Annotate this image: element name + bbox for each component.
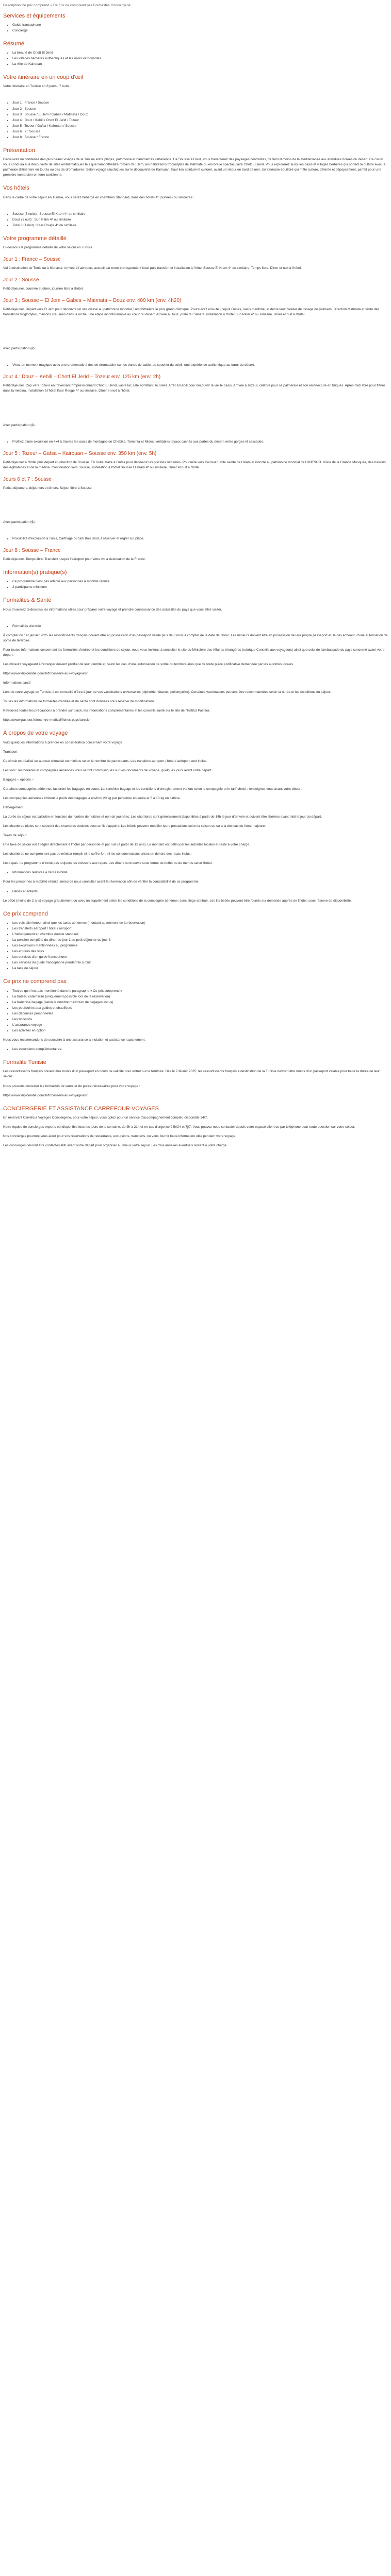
list-item: • Vivez un moment magique avec une promenade à dos de dromadaire sur les dunes de sable, au coucher du soleil, une expérience authentique au cœur du désert. [12,363,388,368]
formalites-p5: Lors de votre voyage en Tunisie, il est conseillé d'être à jour de vos vaccinations universelles (diphtérie, tétanos, poliomyélite). Certaines vaccinations peuvent être recommandées selon la durée et les conditions du séjour. [3,690,331,694]
formalites-intro: Nous trouverez ci-dessous les informations utiles pour préparer votre voyage et prendre connaissance des actualités du pays que vous allez visiter. [3,607,222,612]
noninclus-title: Ce prix ne comprend pas [3,978,67,985]
apropos-p9: Les repas : le programme n'inclut pas toujours les boissons aux repas. Les dîners sont servis sous forme de buffet ou de menus selon l'hôtel. [3,861,213,866]
optionA-title: Avec participation (€) : [3,347,37,351]
hotels-intro: Dans le cadre de votre séjour en Tunisie, vous serez hébergé en chambres Standard, dans des hôtels 4* (nuitées) ou similaires : [3,195,194,199]
optionC-title: Avec participation (€) : [3,520,37,524]
list-item: • Tout ce qui n'est pas mentionné dans le paragraphe « Ce prix comprend » [12,989,388,994]
optionB-list [3,439,388,445]
formalites-p4: Informations santé [3,681,31,685]
day5-text: Petit-déjeuner à l'hôtel puis départ en direction de Sousse. En route, halte à Gafsa pour découvrir les piscines romaines. Poursuite vers Kairouan, ville sainte de l'islam et inscrite au patrimoine mondial de l'UNESCO. Visite de la Grande Mosquée, des bassins des Aghlabides et de la médina. Continuation vers Sousse, installation à l'hôtel Sousse El Kram 4* ou similaire. Dîner et nuit à l'hôtel. [3,460,386,469]
apropos-p6: Les chambres triples sont souvent des chambres doubles avec un lit d'appoint. Les hôtels peuvent modifier leurs prestations selon la saison ou suite à des cas de force majeure. [3,824,266,828]
formalites-list [3,624,388,629]
apropos-p5: La durée du séjour est calculée en fonction du nombre de nuitées et non de journées. Les chambres sont généralement disponibles à partir de 14h le jour d'arrivée et doivent être libérées avant midi le jour du départ. [3,815,322,819]
list-item: • Informations relatives à l'accessibilité [12,870,388,875]
apropos-hebergement: Hébergement [3,805,24,809]
apropos-taxes: Taxes de séjour [3,834,27,838]
formalite-tunisie-text2: Nous pouvons consulter les formalités de santé et de police nécessaires pour votre voyage : [3,1084,140,1088]
list-item: • La pension complète du dîner du jour 1 au petit-déjeuner du jour 8 [12,938,388,943]
inclus-list [3,921,388,972]
intro-text: Description Ce prix comprend « Ce prix ne comprend pas Formalités Conciergerie [3,4,131,7]
apropos-p8: Les chambres ne comprennent pas de minibar rempli, ni le coffre-fort, ni les consommations prises en dehors des repas inclus. [3,852,192,856]
noninclus-list-2 [3,1047,388,1052]
list-item: • Profitez d'une excursion en 4x4 à travers les oasis de montagne de Chebika, Tamerza et Mides, véritables joyaux cachés aux portes du désert, entre gorges et cascades. [12,439,388,445]
conciergerie-p2: Notre équipe de concierges experts est disponible tous les jours de la semaine, de 9h à 21h et en cas d'urgence 24h/24 et 7j/7. Vous pouvez nous contacter depuis votre espace client ou par téléphone pour toute question sur votre séjour. [3,1125,355,1129]
day3-title: Jour 3 : Sousse – El Jem – Gabes – Matmata – Douz env. 400 km (env. 4h20) [3,298,182,304]
list-item: • Les dépenses personnelles [12,1011,388,1016]
list-item: • Les activités en option [12,1028,388,1033]
apropos-bagages: Bagages – options – [3,777,34,782]
list-item: • Ce programme n'est pas adapté aux personnes à mobilité réduite [12,579,388,584]
inclus-title: Ce prix comprend [3,910,48,917]
presentation-title: Présentation [3,147,35,154]
day4-title: Jour 4 : Douz – Kebili – Chott El Jerid – Tozeur env. 125 km (env. 2h) [3,374,161,380]
formalites-p2: Pour toutes informations concernant les formalités d'entrée et les conditions de séjour, nous vous invitons à consulter le site du Ministère des Affaires étrangères (rubrique Conseils aux voyageurs) ainsi que celui de l'ambassade du pays concerné avant votre départ. [3,648,385,657]
list-item: • Concierge [12,28,388,33]
list-item: • Les pourboires aux guides et chauffeurs [12,1006,388,1011]
day2-text: Petit-déjeuner. Journée et dîner, journée libre à l'hôtel. [3,287,84,291]
formalite-tunisie-title: Formalité Tunisie [3,1059,46,1066]
list-item: • Possibilité d'excursion à Tunis, Carthage ou Sidi Bou Saïd, à réserver et régler sur place. [12,536,388,541]
optionB-title: Avec participation (€) : [3,423,37,427]
list-item: • Le bateau catamaran (uniquement possible lors de la réservation) [12,994,388,999]
formalites-p1: À compter du 1er janvier 2025 les ressortissants français doivent être en possession d'un passeport valide plus de 6 mois à compter de la date de retour. Les mineurs doivent être en possession de leur propre passeport et, le cas échéant, d'une autorisation de sortie de territoire. [3,633,388,642]
formalites-p3: Les mineurs voyageant à l'étranger doivent justifier de leur identité et, selon les cas, d'une autorisation de sortie du territoire ainsi que de toute pièce justificative demandée par les autorités locales. [3,662,294,666]
apropos-intro: Voici quelques informations à prendre en considération concernant votre voyage. [3,740,124,744]
apropos-title: À propos de votre voyage [3,730,68,737]
noninclus-list [3,989,388,1034]
list-item: • Les excursions complémentaires. [12,1047,388,1052]
list-item: • Guide francophone [12,23,388,28]
conciergerie-title: CONCIERGERIE ET ASSISTANCE CARREFOUR VOYAGES [3,1105,159,1112]
program-title: Votre programme détaillé [3,235,67,242]
formalites-p7: Retrouvez toutes les précautions à prendre sur place, les informations complémentaires et les conseils santé sur le site de l'Institut Pasteur. [3,709,210,713]
day6-text: Petits-déjeuners, déjeuners et dîners. Séjour libre à Sousse. [3,486,93,490]
list-item: • Jour 5 : Tozeur / Gafsa / Kairouan / Sousse [12,124,388,129]
info-title: Information(s) pratique(s) [3,569,67,576]
services-list [3,23,388,33]
list-item: • La taxe de séjour [12,966,388,971]
list-item: • Les boissons [12,1017,388,1022]
list-item: • La franchise bagage (selon le nombre maximum de bagages inclus) [12,1000,388,1005]
conciergerie-p3: Nos concierges pourront vous aider pour vos réservations de restaurants, excursions, transferts, ou vous fournir toute information utile pendant votre voyage. [3,1134,236,1138]
hotels-title: Vos hôtels [3,185,29,192]
list-item: • Bébés et enfants [12,889,388,894]
itinerary-list [3,100,388,140]
day8-text: Petit-déjeuner. Temps libre. Transfert jusqu'à l'aéroport pour votre vol à destination de la France. [3,557,146,561]
list-item: • Jour 4 : Douz / Kebili / Chott El Jerid / Tozeur [12,118,388,123]
itinerary-title: Votre itinéraire en un coup d'œil [3,74,83,81]
optionA-list [3,363,388,368]
formalite-tunisie-link[interactable]: https://www.diplomatie.gouv.fr/fr/conseils-aux-voyageurs/ [3,1093,88,1097]
apropos-list-1 [3,870,388,875]
apropos-p7: Une taxe de séjour est à régler directement à l'hôtel par personne et par nuit (à partir de 12 ans). Le montant est défini par les autorités locales et reste à votre charge. [3,843,250,847]
list-item: • Jour 8 : Sousse / France [12,135,388,140]
apropos-list-2 [3,889,388,894]
day5-title: Jour 5 : Tozeur – Gafsa – Kairouan – Sousse env. 350 km (env. 5h) [3,450,157,456]
list-item: • Les entrées des sites [12,949,388,954]
services-title: Services et équipements [3,12,66,19]
list-item: • L'assurance voyage [12,1023,388,1028]
list-item: • Formalités d'entrée [12,624,388,629]
list-item: • Jour 2 : Sousse [12,107,388,112]
apropos-p2: Les vols : les horaires et compagnies aériennes vous seront communiqués sur vos documents de voyage, quelques jours avant votre départ. [3,768,213,772]
formalites-title: Formalités & Santé [3,597,52,604]
list-item: • Les services d'un guide francophone [12,955,388,960]
optionC-list [3,536,388,541]
list-item: • Les villages berbères authentiques et les oasis verdoyantes [12,56,388,61]
list-item: • Jour 3 : Sousse / El Jem / Gabes / Matmata / Douz [12,112,388,117]
formalite-tunisie-text: Les ressortissants français doivent être munis d'un passeport en cours de validité pour entrer sur le territoire. Dès le 7 février 2025, les ressortissants français à destination de la Tunisie devront être munis d'un passeport valable pour toute la durée de leur séjour. [3,1070,380,1079]
list-item: • Les vols aller/retour, ainsi que les taxes aériennes (montant au moment de la réservation) [12,921,388,926]
conciergerie-p4: Les concierges devront être contactés 48h avant votre départ pour organiser au mieux votre séjour. Les frais annexes éventuels restent à votre charge. [3,1144,228,1148]
day4-text: Petit-déjeuner. Cap vers Tozeur en traversant l'impressionnant Chott El Jerid, vaste lac salé scintillant au soleil. Arrêt à Kebili pour découvrir la vieille oasis. Arrivée à Tozeur, célèbre pour sa palmeraie et son architecture en briques. Après-midi libre pour flâner dans la médina. Installation à l'hôtel Ksar Rouge 4* ou similaire. Dîner et nuit à l'hôtel. [3,384,385,393]
resume-list [3,50,388,67]
apropos-p3: Certaines compagnies aériennes facturent les bagages en soute. La franchise bagage et les conditions d'enregistrement varient selon la compagnie et le tarif choisi ; renseignez-vous avant votre départ. [3,787,303,791]
apropos-transport: Transport [3,750,18,754]
day1-title: Jour 1 : France – Sousse [3,257,61,263]
apropos-p10: Pour les personnes à mobilité réduite, merci de nous consulter avant la réservation afin de vérifier la compatibilité de ce programme. [3,880,200,884]
resume-title: Résumé [3,40,24,47]
info-list [3,579,388,590]
list-item: • Les excursions mentionnées au programme [12,943,388,948]
hotels-list [3,212,388,228]
apropos-p1: Ce circuit est réalisé en autocar climatisé ou minibus selon le nombre de participants. Les transferts aéroport / hôtel / aéroport sont inclus. [3,759,207,763]
formalites-p6: Toutes les informations de formalités d'entrée et de santé sont données sous réserve de modifications. [3,700,155,704]
formalites-link2[interactable]: https://www.pasteur.fr/fr/centre-medical/fiches-pays/tunisie [3,718,90,722]
list-item: • Tozeur (1 nuit) : Ksar Rouge 4* ou similaire [12,223,388,228]
formalites-link1[interactable]: https://www.diplomatie.gouv.fr/fr/conseils-aux-voyageurs/ [3,671,88,675]
list-item: • Jour 6 : 7 : Sousse [12,129,388,134]
list-item: • Douz (1 nuit) : Sun Palm 4* ou similaire [12,217,388,223]
list-item: • Les services du guide francophone pendant le circuit [12,960,388,965]
list-item: • La beauté de Chott El Jerid [12,50,388,56]
itinerary-subtitle: Votre itinéraire en Tunisie en 8 jours / 7 nuits : [3,84,71,89]
noninclus-p1: Nous vous recommandons de souscrire à une assurance annulation et assistance rapatriement. [3,1038,146,1042]
list-item: • Jour 1 : France / Sousse [12,100,388,106]
apropos-p4: Les compagnies aériennes limitent le poids des bagages à environ 20 kg par personne en soute et 5 à 10 kg en cabine. [3,796,181,800]
list-item: • La ville de Kairouan [12,62,388,67]
program-intro: Ci-dessous le programme détaillé de votre séjour en Tunisie. [3,245,93,249]
list-item: • Les transferts aéroport / hôtel / aéroport [12,926,388,931]
list-item: • Sousse (5 nuits) : Sousse El Kram 4* ou similaire [12,212,388,217]
list-item: • 2 participants minimum [12,585,388,590]
presentation-text: Découvrez un condensé des plus beaux visages de la Tunisie entre plages, patrimoine et hammamás saharienne. De Sousse à Douz, vous traverserez des paysages contrastés, de fiers témoins de la Méditerranée aux étendues dorées du désert. Ce circuit vous conduira à la découverte de sites emblématiques tels que l'amphithéâtre romain d'El Jem, les habitations troglodytes de Matmata ou encore le spectaculaire Chott El Jerid. Vous explorerez aussi les oasis et villages berbères qui portent la culture avec la palmeraie d'Itinéraire en tout la ou des de dromadaires. Selon voyage rauchiques sur le découverte de Kairouan, haut lieu spirituel et culturel, avant un retour en bord de mer. Un itinéraire équilibré qui mêle culture, détente et dépaysement, parfait pour une première immersion en terre tunisienne. [3,158,385,177]
conciergerie-p1: En réservant Carrefour Voyages Conciergerie, pour votre séjour, vous optez pour un service d'accompagnement complet, disponible 24/7. [3,1115,208,1120]
list-item: • L'hébergement en chambre double standard [12,932,388,937]
page-content [0,0,391,1148]
apropos-p11: Le bébé (moins de 2 ans) voyage gratuitement ou avec un supplément selon les conditions de la compagnie aérienne, sans siège attribué. Les lits bébés peuvent être fournis sur demande auprès de l'hôtel, sous réserve de disponibilité. [3,899,352,903]
day1-text: Vol à destination de Tunis ou à Monastir. Arrivée à l'aéroport, accueil par notre correspondant local puis transfert et installation à l'hôtel Sousse El Kram 4* ou similaire. Temps libre. Dîner et nuit à l'hôtel. [3,266,302,270]
day8-title: Jour 8 : Sousse – France [3,547,61,553]
day6-title: Jours 6 et 7 : Sousse [3,476,52,482]
day2-title: Jour 2 : Sousse [3,277,39,283]
day3-text: Petit-déjeuner. Départ vers El Jem pour découvrir un site classé au patrimoine mondial, l'amphithéâtre le plus grand d'Afrique. Poursuivez ensuite jusqu'à Gabes, oasis maritime, et découvrez l'atelier de tissage de palmiers. Direction Matmata et visite des habitations troglodytes, maisons creusées dans la roche, une étape incontournable au cœur du désert. Arrivée à Douz, porte du Sahara, installation à l'hôtel Sun Palm 4* ou similaire. Dîner et nuit à l'hôtel. [3,308,380,317]
